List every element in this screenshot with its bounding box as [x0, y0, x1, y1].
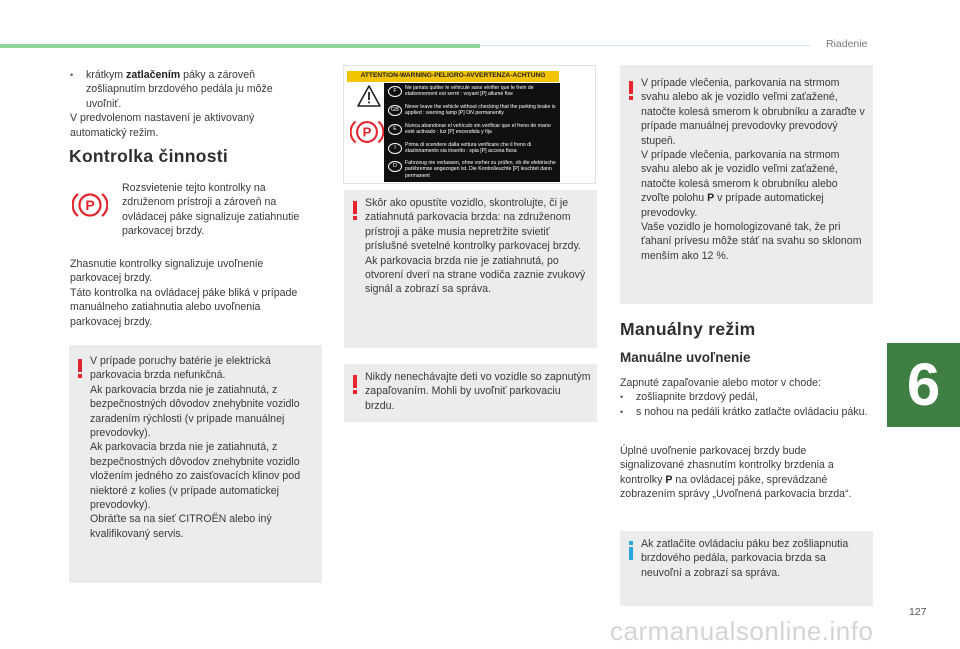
paragraph: Zapnuté zapaľovanie alebo motor v chode:	[620, 377, 821, 389]
country-flag-icon: I	[388, 143, 402, 154]
warning-exclamation-icon	[629, 81, 634, 101]
warning-text: V prípade vlečenia, parkovania na strmom svahu alebo ak je vozidlo veľmi zaťažené, natočte kolesá smerom k obrubníku a zaraďte v prípade manuálnej prevodovky prevodový stupeň. V prípade vlečenia, parkovania na strmom svahu alebo ak je vozidlo veľmi zaťažené, natočte kolesá smerom k obrubníku alebo zvoľte polohu P v prípade automatickej prevodovky. Vaše vozidlo je homologizované tak, že pri ťahaní prívesu môže stáť na svahu so sklonom menším ako 12 %.	[641, 77, 865, 262]
label-row	[388, 123, 558, 136]
svg-text:P: P	[362, 124, 372, 140]
left-intro	[70, 68, 310, 140]
subsection-heading-release: Manuálne uvoľnenie	[620, 350, 751, 365]
parking-brake-label-icon	[350, 117, 384, 151]
section-heading-manual: Manuálny režim	[620, 319, 756, 339]
warning-label-banner: ATTENTION-WARNING-PELIGRO-AVVERTENZA-ACHTUNG	[347, 71, 559, 82]
warning-box-battery	[69, 345, 322, 583]
watermark: carmanualsonline.info	[610, 616, 874, 646]
info-icon	[629, 541, 634, 561]
bullet-rest: páky a zároveň zošliapnutím brzdového pedála ju môže uvoľniť.	[86, 69, 273, 110]
header-divider	[480, 45, 810, 46]
warning-exclamation-icon	[353, 375, 358, 395]
label-row-text: Prima di scendere dalla vettura verificare che il freno di stazionamento sia inserito : spia [P] accesa fissa	[405, 142, 532, 155]
warning-triangle-icon	[356, 84, 382, 112]
warning-exclamation-icon	[78, 359, 83, 379]
warning-box-towing	[620, 65, 873, 304]
country-flag-icon: D	[388, 161, 402, 172]
info-box-release	[620, 531, 873, 606]
warning-box-children	[344, 364, 597, 422]
list-item: • zošliapnite brzdový pedál,	[620, 391, 758, 404]
warning-text: Nikdy nenechávajte deti vo vozidle so zapnutým zapaľovaním. Mohli by uvoľniť parkovaciu brzdu.	[365, 371, 591, 412]
label-row	[388, 160, 558, 179]
bullet-icon: •	[620, 406, 624, 417]
bullet-prefix: krátkym	[86, 69, 127, 81]
label-row-text: Fahrzeug nie verlassen, ohne vorher zu prüfen, ob die elektrische parkbremse angezogen ist. Die Kontrolleuchte [P] leuchtet dann permanent	[405, 160, 556, 179]
warning-exclamation-icon	[353, 201, 358, 221]
svg-text:P: P	[85, 197, 95, 213]
label-row	[388, 104, 558, 117]
parking-brake-warning-icon	[72, 190, 108, 224]
section-title: Riadenie	[826, 38, 868, 50]
list-item	[70, 68, 310, 111]
warning-text: V prípade poruchy batérie je elektrická parkovacia brzda nefunkčná. Ak parkovacia brzda nie je zatiahnutá, z bezpečnostných dôvodov znehybnite vozidlo zaradením rýchlosti (v prípade manuálnej prevodovky). Ak parkovacia brzda nie je zatiahnutá, z bezpečnostných dôvodov znehybnite vozidlo vložením jedného zo zaisťovacích klinov pod niektoré z kolies (v prípade automatickej prevodovky). Obráťte sa na sieť CITROËN alebo iný kvalifikovaný servis.	[90, 355, 301, 540]
label-row-text: Never leave the vehicle without checking that the parking brake is applied : warning lamp [P] ON permanently	[405, 104, 556, 117]
chapter-tab: 6	[887, 343, 960, 427]
info-text: Ak zatlačíte ovládaciu páku bez zošliapnutia brzdového pedála, parkovacia brzda sa neuvoľní a zobrazí sa správa.	[641, 538, 849, 579]
bullet-bold: zatlačením	[126, 69, 181, 81]
bullet-icon: •	[70, 70, 74, 80]
country-flag-icon: F	[388, 86, 402, 97]
label-row-text: Ne jamais quitter le véhicule sans vérifier que le frein de stationnement est serré : voyant [P] allumé fixe	[405, 85, 534, 98]
list-item: • s nohou na pedáli krátko zatlačte ovládaciu páku.	[620, 405, 868, 418]
country-flag-icon: GB	[388, 105, 402, 116]
manual-release-steps	[620, 376, 872, 419]
warning-box-leaving-vehicle	[344, 190, 597, 348]
label-row	[388, 142, 558, 155]
label-row	[388, 85, 558, 98]
bullet-icon: •	[620, 392, 624, 403]
header-accent-bar	[0, 44, 480, 48]
label-row-text: Nunca abandonar el vehículo sin verificar que el freno de mano esté activado : luz [P] encendida y fija	[405, 123, 551, 136]
paragraph: Úplné uvoľnenie parkovacej brzdy bude signalizované zhasnutím kontrolky brzdenia a kontrolky P na ovládacej páke, sprevádzané zobrazením správy „Uvoľnená parkovacia brzda“.	[620, 445, 852, 501]
section-heading-indicator: Kontrolka činnosti	[69, 146, 229, 166]
indicator-description: Rozsvietenie tejto kontrolky na združenom prístroji a zároveň na ovládacej páke signalizuje zatiahnutie parkovacej brzdy.	[122, 182, 300, 238]
paragraph: V predvolenom nastavení je aktivovaný automatický režim.	[70, 112, 255, 139]
paragraph: Zhasnutie kontrolky signalizuje uvoľnenie parkovacej brzdy. Táto kontrolka na ovládacej páke bliká v prípade manuálneho zatiahnutia alebo uvoľnenia parkovacej brzdy.	[70, 258, 298, 328]
page-number: 127	[909, 606, 927, 618]
country-flag-icon: E	[388, 124, 402, 135]
warning-text: Skôr ako opustíte vozidlo, skontrolujte, či je zatiahnutá parkovacia brzda: na združenom prístroji a páke musia nepretržite svietiť príslušné svetelné kontrolky parkovacej brzdy. Ak parkovacia brzda nie je zatiahnutá, po otvorení dverí na strane vodiča zaznie zvukový signál a zobrazí sa správa.	[365, 197, 586, 296]
